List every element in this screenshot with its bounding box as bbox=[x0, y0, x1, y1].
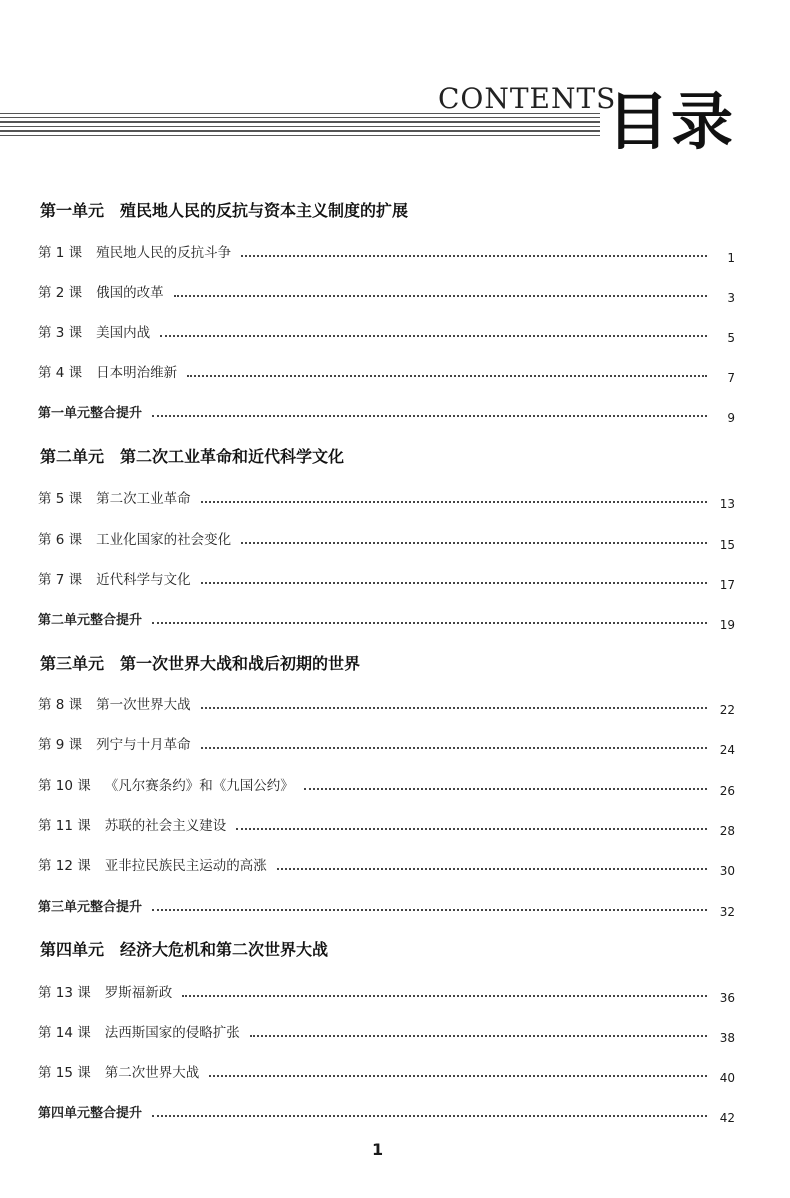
lesson-number: 第 5 课 bbox=[38, 491, 83, 507]
page-number: 32 bbox=[719, 905, 735, 919]
page-number: 30 bbox=[719, 864, 735, 878]
toc-entry[interactable] bbox=[38, 239, 735, 265]
lesson-number: 第 12 课 bbox=[38, 858, 91, 874]
page-number: 1 bbox=[727, 251, 735, 265]
lesson-number: 第 1 课 bbox=[38, 245, 83, 261]
dot-leader bbox=[250, 1034, 707, 1037]
lesson-number: 第 4 课 bbox=[38, 365, 83, 381]
summary-title: 第四单元整合提升 bbox=[38, 1106, 143, 1121]
toc-entry[interactable] bbox=[38, 812, 735, 838]
lesson-number: 第 2 课 bbox=[38, 285, 83, 301]
page-number: 3 bbox=[727, 291, 735, 305]
lesson-number: 第 9 课 bbox=[38, 737, 83, 753]
unit-name: 经济大危机和第二次世界大战 bbox=[120, 940, 329, 959]
dot-leader bbox=[241, 254, 707, 257]
page-number: 40 bbox=[719, 1071, 735, 1085]
unit-title bbox=[40, 198, 408, 221]
summary-title: 第二单元整合提升 bbox=[38, 613, 143, 628]
lesson-title: 罗斯福新政 bbox=[104, 985, 173, 1001]
unit-number: 第四单元 bbox=[40, 940, 105, 959]
lesson-title: 俄国的改革 bbox=[96, 285, 164, 301]
dot-leader bbox=[174, 294, 707, 297]
dot-leader bbox=[187, 374, 707, 377]
toc-entry-summary[interactable] bbox=[38, 606, 735, 632]
dot-leader bbox=[152, 621, 707, 624]
dot-leader bbox=[201, 500, 707, 503]
toc-entry-summary[interactable] bbox=[38, 399, 735, 425]
toc-entry[interactable] bbox=[38, 485, 735, 511]
lesson-title: 第一次世界大战 bbox=[96, 697, 191, 713]
toc-entry[interactable] bbox=[38, 526, 735, 552]
lesson-title: 近代科学与文化 bbox=[96, 572, 191, 588]
unit-name: 殖民地人民的反抗与资本主义制度的扩展 bbox=[120, 201, 409, 220]
toc-entry[interactable] bbox=[38, 359, 735, 385]
dot-leader bbox=[160, 334, 707, 337]
lesson-title: 日本明治维新 bbox=[96, 365, 178, 381]
page-number: 5 bbox=[727, 331, 735, 345]
lesson-number: 第 15 课 bbox=[38, 1065, 91, 1081]
unit-number: 第三单元 bbox=[40, 654, 105, 673]
page-number: 13 bbox=[719, 497, 735, 511]
dot-leader bbox=[201, 706, 707, 709]
mulu-heading: 目录 bbox=[607, 85, 736, 158]
toc-entry[interactable] bbox=[38, 979, 735, 1005]
dot-leader bbox=[236, 827, 707, 830]
toc-entry[interactable] bbox=[38, 1059, 735, 1085]
lesson-number: 第 7 课 bbox=[38, 572, 83, 588]
toc-entry[interactable] bbox=[38, 852, 735, 878]
page-number: 24 bbox=[719, 743, 735, 757]
dot-leader bbox=[304, 787, 707, 790]
lesson-title: 第二次世界大战 bbox=[104, 1065, 200, 1081]
toc-entry[interactable] bbox=[38, 731, 735, 757]
unit-name: 第一次世界大战和战后初期的世界 bbox=[120, 654, 361, 673]
dot-leader bbox=[152, 414, 707, 417]
page-number: 15 bbox=[719, 538, 735, 552]
lesson-title: 殖民地人民的反抗斗争 bbox=[96, 245, 232, 261]
toc-entry-summary[interactable] bbox=[38, 1099, 735, 1125]
lesson-number: 第 6 课 bbox=[38, 532, 83, 548]
page-number: 19 bbox=[719, 618, 735, 632]
page-number: 36 bbox=[719, 991, 735, 1005]
toc-entry[interactable] bbox=[38, 772, 735, 798]
dot-leader bbox=[277, 867, 707, 870]
summary-title: 第一单元整合提升 bbox=[38, 406, 143, 421]
lesson-number: 第 14 课 bbox=[38, 1025, 91, 1041]
unit-name: 第二次工业革命和近代科学文化 bbox=[120, 447, 345, 466]
lesson-number: 第 13 课 bbox=[38, 985, 91, 1001]
unit-number: 第一单元 bbox=[40, 201, 105, 220]
lesson-title: 亚非拉民族民主运动的高涨 bbox=[104, 858, 267, 874]
page-number: 17 bbox=[719, 578, 735, 592]
page-number: 26 bbox=[719, 784, 735, 798]
footer-page-number: 1 bbox=[372, 1140, 384, 1159]
lesson-number: 第 10 课 bbox=[38, 778, 91, 794]
dot-leader bbox=[201, 746, 707, 749]
toc-entry[interactable] bbox=[38, 566, 735, 592]
summary-title: 第三单元整合提升 bbox=[38, 900, 143, 915]
page-number: 28 bbox=[719, 824, 735, 838]
lesson-title: 列宁与十月革命 bbox=[96, 737, 191, 753]
toc-entry[interactable] bbox=[38, 691, 735, 717]
lesson-title: 《凡尔赛条约》和《九国公约》 bbox=[104, 778, 294, 794]
page-number: 42 bbox=[719, 1111, 735, 1125]
contents-heading: CONTENTS bbox=[438, 82, 617, 115]
toc-header bbox=[0, 0, 790, 170]
dot-leader bbox=[209, 1074, 707, 1077]
toc-entry[interactable] bbox=[38, 279, 735, 305]
page-number: 7 bbox=[727, 371, 735, 385]
unit-title bbox=[40, 651, 360, 674]
toc-entry[interactable] bbox=[38, 319, 735, 345]
unit-title bbox=[40, 444, 344, 467]
unit-number: 第二单元 bbox=[40, 447, 105, 466]
dot-leader bbox=[182, 994, 707, 997]
dot-leader bbox=[152, 908, 707, 911]
lesson-title: 法西斯国家的侵略扩张 bbox=[104, 1025, 240, 1041]
dot-leader bbox=[241, 541, 707, 544]
toc-entry[interactable] bbox=[38, 1019, 735, 1045]
lesson-title: 第二次工业革命 bbox=[96, 491, 191, 507]
lesson-title: 工业化国家的社会变化 bbox=[96, 532, 232, 548]
dot-leader bbox=[152, 1114, 707, 1117]
page-number: 9 bbox=[727, 411, 735, 425]
lesson-number: 第 3 课 bbox=[38, 325, 83, 341]
unit-title bbox=[40, 937, 328, 960]
toc-entry-summary[interactable] bbox=[38, 893, 735, 919]
lesson-title: 苏联的社会主义建设 bbox=[104, 818, 227, 834]
lesson-title: 美国内战 bbox=[96, 325, 151, 341]
page-number: 38 bbox=[719, 1031, 735, 1045]
dot-leader bbox=[201, 581, 707, 584]
lesson-number: 第 8 课 bbox=[38, 697, 83, 713]
decorative-lines bbox=[0, 113, 600, 139]
page-number: 22 bbox=[719, 703, 735, 717]
lesson-number: 第 11 课 bbox=[38, 818, 91, 834]
